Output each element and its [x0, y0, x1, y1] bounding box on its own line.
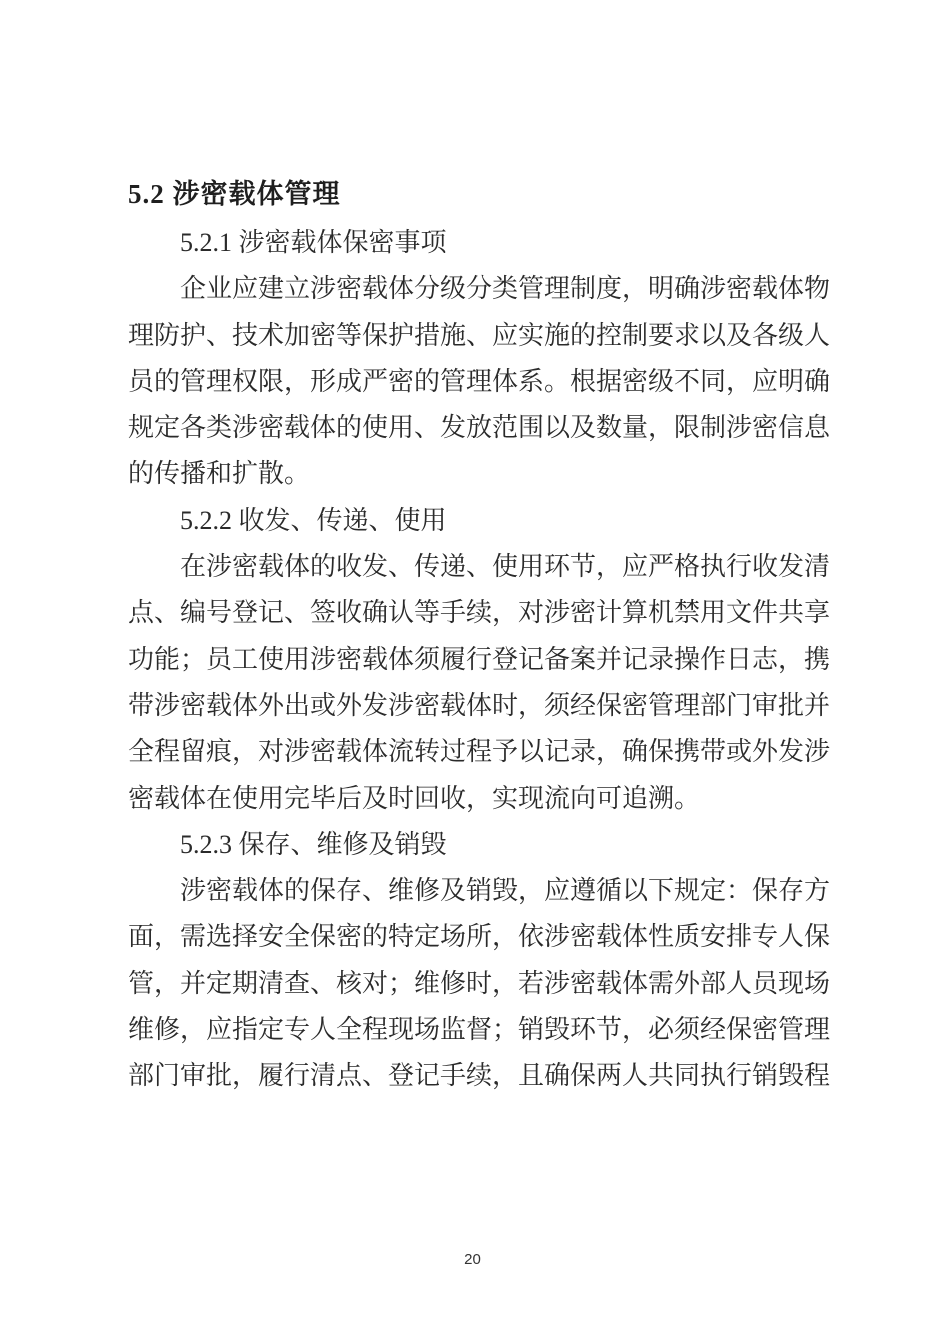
section-522-paragraph: 在涉密载体的收发、传递、使用环节，应严格执行收发清点、编号登记、签收确认等手续，对涉密计算机禁用文件共享功能；员工使用涉密载体须履行登记备案并记录操作日志，携带涉密载体外出或外发涉密载体时，须经保密管理部门审批并全程留痕，对涉密载体流转过程予以记录，确保携带或外发涉密载体在使用完毕后及时回收，实现流向可追溯。 — [128, 552, 831, 813]
section-523-heading: 5.2.3 保存、维修及销毁 — [180, 829, 447, 859]
section-521-heading: 5.2.1 涉密载体保密事项 — [180, 228, 447, 257]
document-body — [128, 168, 830, 1100]
section-521 — [128, 220, 830, 498]
section-522 — [128, 498, 830, 822]
section-521-paragraph: 企业应建立涉密载体分级分类管理制度，明确涉密载体物理防护、技术加密等保护措施、应实施的控制要求以及各级人员的管理权限，形成严密的管理体系。根据密级不同，应明确规定各类涉密载体的使用、发放范围以及数量，限制涉密信息的传播和扩散。 — [128, 274, 831, 489]
section-523-paragraph: 涉密载体的保存、维修及销毁，应遵循以下规定：保存方面，需选择安全保密的特定场所，依涉密载体性质安排专人保管，并定期清查、核对；维修时，若涉密载体需外部人员现场维修，应指定专人全程现场监督；销毁环节，必须经保密管理部门审批，履行清点、登记手续，且确保两人共同执行销毁程 — [128, 876, 831, 1091]
section-523 — [128, 822, 830, 1100]
chapter-heading: 5.2 涉密载体管理 — [128, 179, 341, 209]
page-number: 20 — [464, 1251, 481, 1268]
section-522-heading: 5.2.2 收发、传递、使用 — [180, 505, 447, 535]
